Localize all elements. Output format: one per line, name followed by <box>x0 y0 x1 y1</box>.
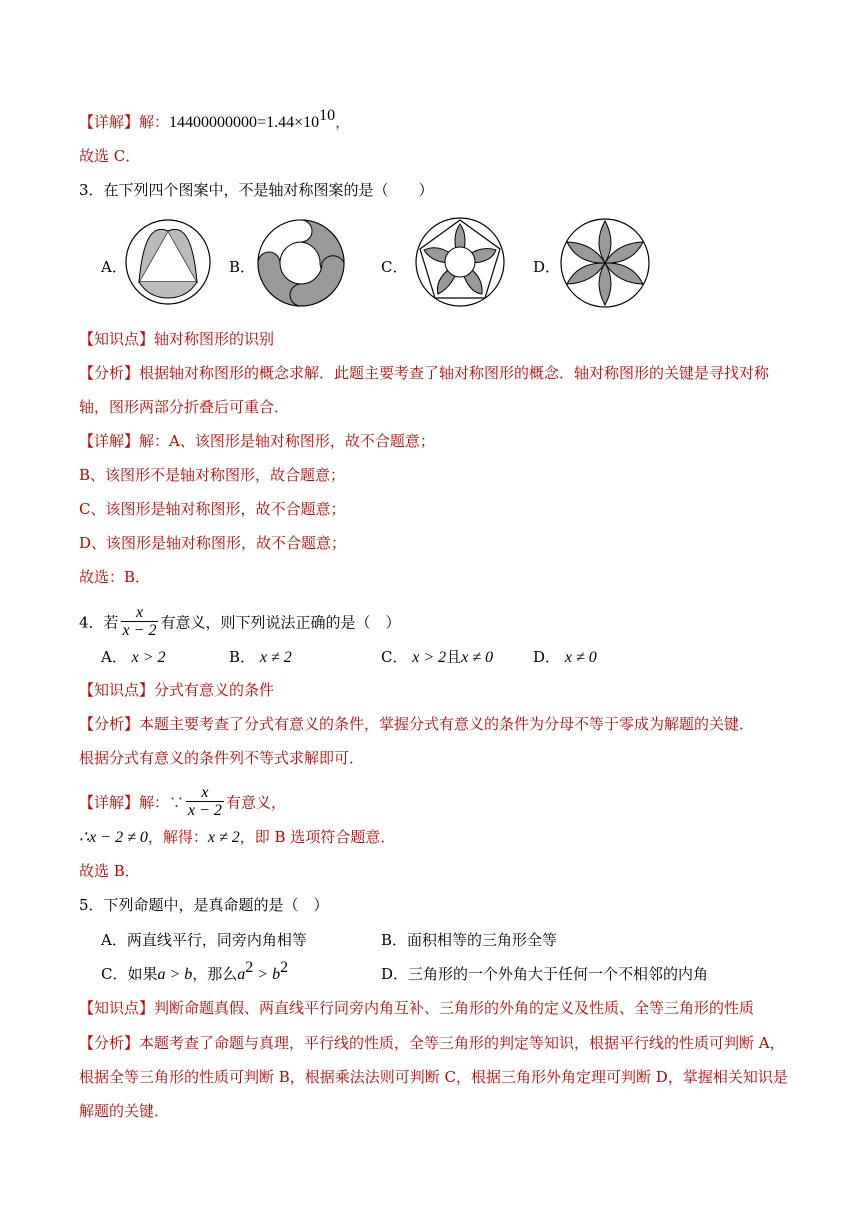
q3-option-d-label: D． <box>533 258 561 276</box>
q5-option-d: D．三角形的一个外角大于任何一个不相邻的内角 <box>381 965 709 983</box>
analysis-tag: 【分析】 <box>79 715 140 733</box>
q3-option-b-label: B． <box>229 258 256 276</box>
knowledge-tag: 【知识点】 <box>79 999 155 1017</box>
q4-stem: 4．若 $\frac{x}{x - 2}$ 有意义，则下列说法正确的是（ ） <box>79 604 401 639</box>
figure-a-triangle-in-circle <box>124 218 212 306</box>
q5-stem: 5．下列命题中，是真命题的是（ ） <box>79 896 329 914</box>
q4-detail-line-2: ∴x − 2 ≠ 0，解得：x ≠ 2，即 B 选项符合题意． <box>79 828 396 846</box>
q5-option-a: A．两直线平行，同旁内角相等 <box>101 931 307 949</box>
q3-detail-line-1: 【详解】解：A、该图形是轴对称图形，故不合题意； <box>79 432 435 450</box>
q3-analysis-line-2: 轴，图形两部分折叠后可重合． <box>79 398 290 416</box>
q5-analysis-line-1: 【分析】本题考查了命题与真理，平行线的性质，全等三角形的判定等知识，根据平行线的性质可判断 A， <box>79 1034 785 1052</box>
q4-option-d: D． x ≠ 0 <box>533 648 597 666</box>
analysis-tag: 【分析】 <box>79 1034 140 1052</box>
q4-detail-line-1: 【详解】解：∵ $\frac{x}{x - 2}$ 有意义， <box>79 784 286 819</box>
q4-knowledge-line: 【知识点】分式有意义的条件 <box>79 681 275 699</box>
detail-tag: 【详解】 <box>79 432 140 450</box>
q3-detail-line-4: D、该图形是轴对称图形，故不合题意； <box>79 534 347 552</box>
q4-option-c: C． x > 2且x ≠ 0 <box>381 648 494 666</box>
q3-knowledge-line: 【知识点】轴对称图形的识别 <box>79 330 275 348</box>
q3-answer: 故选：B． <box>79 568 151 586</box>
figure-b-pinwheel <box>256 218 346 308</box>
number: 14400000000 <box>169 114 258 131</box>
q3-analysis-line-1: 【分析】根据轴对称图形的概念求解．此题主要考查了轴对称图形的概念．轴对称图形的关键是寻找对称 <box>79 364 770 382</box>
figure-c-flower-in-pentagon <box>414 216 506 308</box>
q3-detail-line-3: C、该图形是轴对称图形，故不合题意； <box>79 500 346 518</box>
q2-answer: 故选 C． <box>79 147 141 165</box>
q4-option-a: A． x > 2 <box>101 648 166 666</box>
detail-tag: 【详解】 <box>79 113 140 131</box>
q5-option-c: C．如果a > b，那么$a^2 > b^2$ <box>101 959 289 983</box>
figure-d-six-petal-flower <box>559 217 651 309</box>
q5-analysis-line-2: 根据全等三角形的性质可判断 B，根据乘法法则可判断 C，根据三角形外角定理可判断 D，掌握相关知识是 <box>79 1068 788 1086</box>
q5-analysis-line-3: 解题的关键． <box>79 1102 170 1120</box>
q4-option-b: B． x ≠ 2 <box>229 648 292 666</box>
analysis-tag: 【分析】 <box>79 364 140 382</box>
q3-detail-line-2: B、该图形不是轴对称图形，故合题意； <box>79 466 346 484</box>
knowledge-tag: 【知识点】 <box>79 681 155 699</box>
detail-tag: 【详解】 <box>79 793 140 812</box>
q5-option-b: B．面积相等的三角形全等 <box>381 931 558 949</box>
q2-detail-line: 【详解】解：$14400000000=1.44\times 10^{10}$， <box>79 107 351 131</box>
q4-analysis-line-2: 根据分式有意义的条件列不等式求解即可． <box>79 749 365 767</box>
fraction: $\frac{x}{x - 2}$ <box>188 784 222 819</box>
q4-answer: 故选 B． <box>79 862 140 880</box>
q4-analysis-line-1: 【分析】本题主要考查了分式有意义的条件，掌握分式有意义的条件为分母不等于零成为解题的关键． <box>79 715 755 733</box>
knowledge-tag: 【知识点】 <box>79 330 155 348</box>
q5-knowledge-line: 【知识点】判断命题真假、两直线平行同旁内角互补、三角形的外角的定义及性质、全等三角形的性质 <box>79 999 755 1017</box>
q3-stem: 3．在下列四个图案中，不是轴对称图案的是（ ） <box>79 181 434 199</box>
q3-option-a-label: A． <box>101 258 127 276</box>
fraction: $\frac{x}{x - 2}$ <box>122 604 157 639</box>
q3-option-c-label: C． <box>381 258 408 276</box>
